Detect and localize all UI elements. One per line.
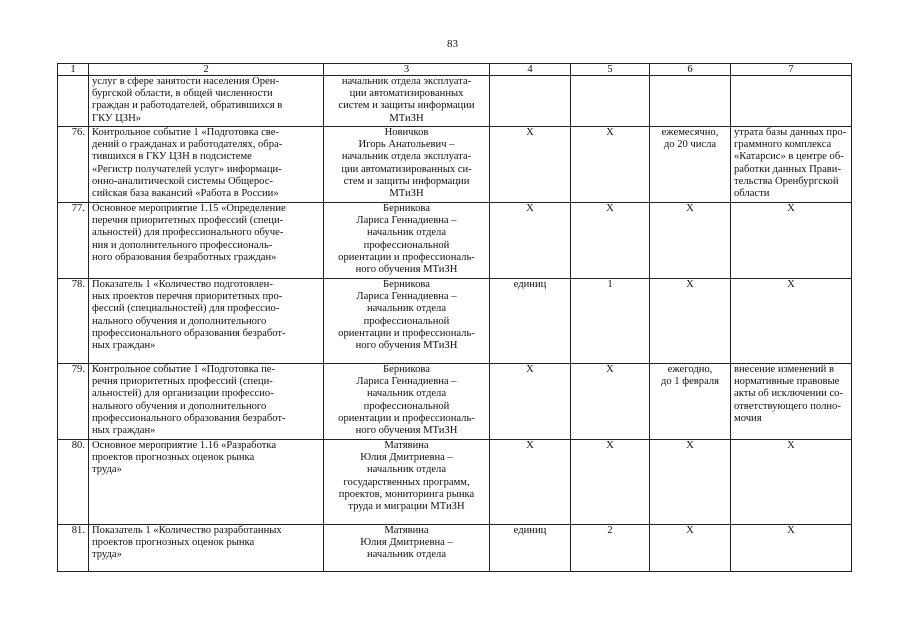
cell-line: акты об исключении со- — [734, 388, 843, 400]
cell-line: X — [686, 440, 694, 451]
cell-line: фессий (специальностей) для профессио- — [92, 303, 280, 315]
cell-line: ориентации и профессиональ- — [338, 327, 475, 339]
cell-line: X — [686, 279, 694, 290]
cell-line: услуг в сфере занятости населения Орен- — [92, 76, 279, 87]
cell-line: сийская база вакансий «Работа в России» — [92, 188, 279, 200]
cell-line: «Регистр получателей услуг» информаци- — [92, 163, 282, 175]
cell-line: нального обучения и дополнительного — [92, 315, 267, 327]
responsible-person — [324, 279, 490, 364]
cell-line: нального обучения и дополнительного — [92, 400, 267, 412]
cell-line: профессиональной — [363, 400, 450, 412]
column-header: 7 — [731, 64, 852, 76]
periodicity-cell — [650, 440, 731, 525]
cell-line: Основное мероприятие 1.16 «Разработка — [92, 440, 277, 451]
risk-cell — [731, 203, 852, 279]
page-number: 83 — [447, 38, 458, 50]
cell-line: Лариса Геннадиевна – — [356, 376, 457, 388]
row-number: 76. — [58, 127, 89, 203]
cell-line: Показатель 1 «Количество разработанных — [92, 525, 282, 536]
cell-line: Контрольное событие 1 «Подготовка све- — [92, 127, 279, 138]
risk-cell — [731, 76, 852, 127]
periodicity-cell — [650, 127, 731, 203]
table-row — [58, 525, 852, 572]
item-description — [89, 127, 324, 203]
cell-line: альностей) для профессионального обуче- — [92, 227, 284, 239]
responsible-person — [324, 525, 490, 572]
cell-line: начальник отдела — [366, 227, 447, 239]
responsible-person — [324, 76, 490, 127]
cell-line: труда» — [92, 464, 122, 476]
cell-line: речня приоритетных профессий (специ- — [92, 376, 273, 388]
value-cell: X — [571, 203, 650, 279]
cell-line: профессиональной — [363, 239, 450, 251]
cell-line: ответствующего полно- — [734, 400, 841, 412]
row-number — [58, 76, 89, 127]
unit-cell: X — [490, 440, 571, 525]
cell-line: государственных программ, — [343, 476, 470, 488]
cell-line: Берникова — [383, 203, 430, 214]
cell-line: проектов прогнозных оценок рынка — [92, 452, 255, 464]
cell-line: Матявина — [384, 525, 429, 536]
risk-cell — [731, 440, 852, 525]
cell-line: ции автоматизированных си- — [341, 163, 472, 175]
cell-line: профессионального образования безработ- — [92, 412, 286, 424]
value-cell — [571, 76, 650, 127]
cell-line: начальник отдела — [366, 464, 447, 476]
cell-line: проектов прогнозных оценок рынка — [92, 537, 255, 549]
cell-line: «Катарсис» в центре об- — [734, 151, 844, 163]
cell-line: стем и защиты информации — [343, 175, 470, 187]
cell-line: X — [787, 525, 795, 536]
value-cell: X — [571, 127, 650, 203]
table-row — [58, 364, 852, 440]
cell-line: систем и защиты информации — [338, 100, 475, 112]
cell-line: X — [787, 203, 795, 214]
cell-line: Берникова — [383, 279, 430, 290]
cell-line: Матявина — [384, 440, 429, 451]
cell-line: ния и дополнительного профессиональ- — [92, 239, 273, 251]
responsible-person — [324, 440, 490, 525]
risk-cell — [731, 525, 852, 572]
cell-line: X — [787, 279, 795, 290]
cell-line: начальник отдела — [366, 388, 447, 400]
cell-line: ГКУ ЦЗН» — [92, 112, 142, 124]
table-row — [58, 127, 852, 203]
cell-line: начальник отдела эксплуата- — [341, 76, 472, 87]
cell-line: проектов, мониторинга рынка — [338, 488, 475, 500]
row-number: 77. — [58, 203, 89, 279]
cell-line: Берникова — [383, 364, 430, 375]
cell-line: Лариса Геннадиевна – — [356, 215, 457, 227]
cell-line: тельства Оренбургской — [734, 175, 839, 187]
cell-line: дений о гражданах и работодателях, обра- — [92, 139, 283, 151]
cell-line: МТиЗН — [389, 112, 424, 124]
risk-cell — [731, 279, 852, 364]
unit-cell: X — [490, 364, 571, 440]
cell-line: ции автоматизированных — [349, 88, 464, 100]
cell-line: до 20 числа — [663, 139, 717, 151]
risk-cell — [731, 127, 852, 203]
cell-line: области — [734, 188, 770, 200]
cell-line: МТиЗН — [389, 188, 424, 200]
cell-line: Основное мероприятие 1.15 «Определение — [92, 203, 286, 214]
periodicity-cell — [650, 279, 731, 364]
unit-cell: X — [490, 127, 571, 203]
cell-line: граммного комплекса — [734, 139, 832, 151]
cell-line: альностей) для организации профессио- — [92, 388, 274, 400]
item-description — [89, 203, 324, 279]
cell-line: Юлия Дмитриевна – — [360, 537, 453, 549]
cell-line: ежегодно, — [667, 364, 713, 375]
cell-line: Игорь Анатольевич – — [358, 139, 455, 151]
item-description — [89, 279, 324, 364]
cell-line: ного обучения МТиЗН — [355, 340, 458, 352]
cell-line: до 1 февраля — [660, 376, 720, 388]
cell-line: ных проектов перечня приоритетных про- — [92, 291, 283, 303]
row-number: 80. — [58, 440, 89, 525]
responsible-person — [324, 127, 490, 203]
cell-line: ных граждан» — [92, 340, 156, 352]
periodicity-cell — [650, 76, 731, 127]
item-description — [89, 440, 324, 525]
unit-cell: единиц — [490, 279, 571, 364]
value-cell: X — [571, 364, 650, 440]
item-description — [89, 76, 324, 127]
cell-line: начальник отдела эксплуата- — [341, 151, 472, 163]
cell-line: Новичков — [384, 127, 429, 138]
cell-line: бургской области, в общей численности — [92, 88, 273, 100]
cell-line: Юлия Дмитриевна – — [360, 452, 453, 464]
cell-line: граждан и работодателей, обратившихся в — [92, 100, 283, 112]
cell-line: перечня приоритетных профессий (специ- — [92, 215, 284, 227]
unit-cell: X — [490, 203, 571, 279]
row-number: 81. — [58, 525, 89, 572]
unit-cell — [490, 76, 571, 127]
cell-line: Показатель 1 «Количество подготовлен- — [92, 279, 273, 290]
table-row — [58, 203, 852, 279]
cell-line: ежемесячно, — [661, 127, 719, 138]
cell-line: ных граждан» — [92, 425, 156, 437]
cell-line: X — [686, 525, 694, 536]
periodicity-cell — [650, 203, 731, 279]
cell-line: труда» — [92, 549, 122, 561]
cell-line: онно-аналитической системы Общерос- — [92, 175, 273, 187]
cell-line: профессионального образования безработ- — [92, 327, 286, 339]
cell-line: ного обучения МТиЗН — [355, 425, 458, 437]
cell-line: труда и миграции МТиЗН — [348, 501, 465, 513]
cell-line: X — [787, 440, 795, 451]
cell-line: нормативные правовые — [734, 376, 840, 388]
row-number: 79. — [58, 364, 89, 440]
value-cell: X — [571, 440, 650, 525]
cell-line: ного обучения МТиЗН — [355, 264, 458, 276]
schedule-table — [57, 63, 852, 572]
cell-line: мочия — [734, 412, 762, 424]
header-row — [58, 64, 852, 76]
column-header: 6 — [650, 64, 731, 76]
column-header: 5 — [571, 64, 650, 76]
cell-line: внесение изменений в — [734, 364, 834, 375]
cell-line: ного образования безработных граждан» — [92, 251, 277, 263]
cell-line: работки данных Прави- — [734, 163, 841, 175]
cell-line: начальник отдела — [366, 549, 447, 561]
table-row — [58, 76, 852, 127]
periodicity-cell — [650, 525, 731, 572]
cell-line: профессиональной — [363, 315, 450, 327]
column-header: 1 — [58, 64, 89, 76]
cell-line: тившихся в ГКУ ЦЗН в подсистеме — [92, 151, 252, 163]
cell-line: Контрольное событие 1 «Подготовка пе- — [92, 364, 275, 375]
item-description — [89, 364, 324, 440]
column-header: 3 — [324, 64, 490, 76]
value-cell: 2 — [571, 525, 650, 572]
cell-line: утрата базы данных про- — [734, 127, 847, 138]
column-header: 4 — [490, 64, 571, 76]
responsible-person — [324, 203, 490, 279]
table-row — [58, 440, 852, 525]
cell-line: ориентации и профессиональ- — [338, 251, 475, 263]
cell-line: начальник отдела — [366, 303, 447, 315]
responsible-person — [324, 364, 490, 440]
value-cell: 1 — [571, 279, 650, 364]
cell-line: X — [686, 203, 694, 214]
table-row — [58, 279, 852, 364]
risk-cell — [731, 364, 852, 440]
cell-line: Лариса Геннадиевна – — [356, 291, 457, 303]
periodicity-cell — [650, 364, 731, 440]
column-header: 2 — [89, 64, 324, 76]
row-number: 78. — [58, 279, 89, 364]
cell-line: ориентации и профессиональ- — [338, 412, 475, 424]
item-description — [89, 525, 324, 572]
unit-cell: единиц — [490, 525, 571, 572]
